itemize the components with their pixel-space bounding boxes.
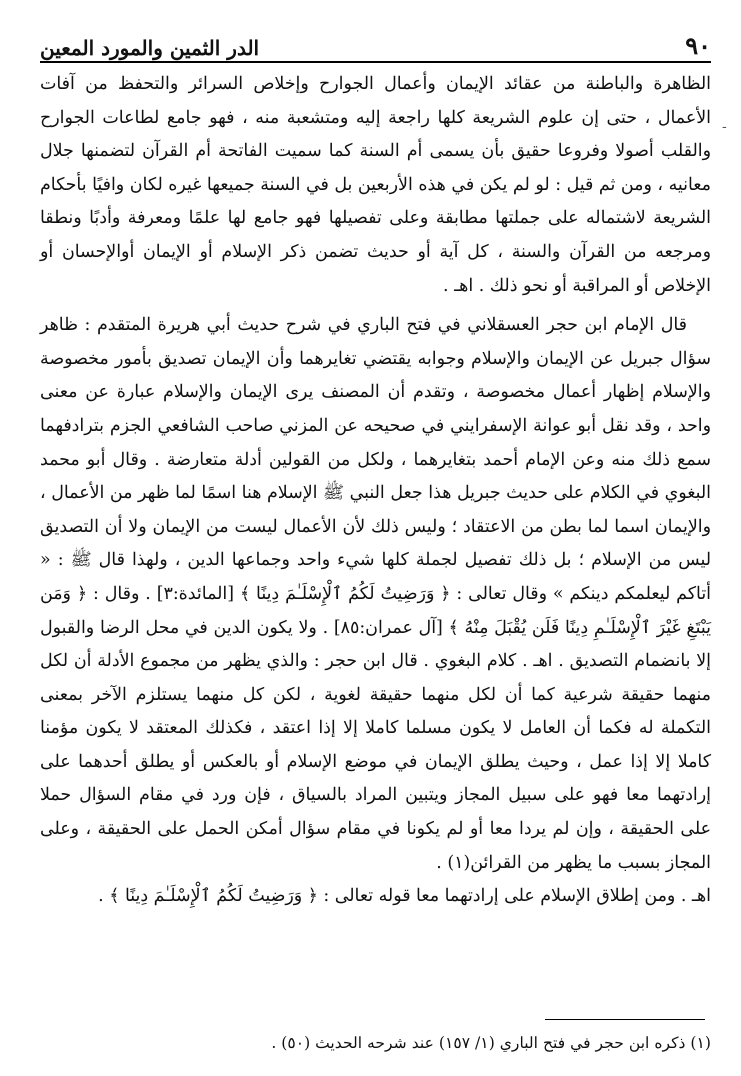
paragraph-ibn-hajar-quote: قال الإمام ابن حجر العسقلاني في فتح الباري في شرح حديث أبي هريرة المتقدم : ظاهر سؤال جبريل عن الإيمان والإسلام وجوابه يقتضي تغايرهما وأن الإيمان تصديق بأمور مخصوصة والإسلام إظهار أعمال مخصوصة ، وتقدم أن المصنف يرى الإيمان والإسلام عبارة عن معنى واحد ، وقد نقل أبو عوانة الإسفرايني في صحيحه عن المزني صاحب الشافعي الجزم بترادفهما سمع ذلك منه وعن الإمام أحمد بتغايرهما ، ولكل من القولين أدلة متعارضة . وقال أبو محمد البغوي في الكلام على حديث جبريل هذا جعل النبي ﷺ الإسلام هنا اسمًا لما ظهر من الأعمال ، والإيمان اسما لما بطن من الاعتقاد ؛ وليس ذلك لأن الأعمال ليست من الإيمان ولا أن التصديق ليس من الإسلام ؛ بل ذلك تفصيل لجملة كلها شيء واحد وجماعها الدين ، ولهذا قال ﷺ : « أتاكم ليعلمكم دينكم » وقال تعالى : ﴿ وَرَضِيتُ لَكُمُ ٱلْإِسْلَـٰمَ دِينًا ﴾ [المائدة:٣] . وقال : ﴿ وَمَن يَبْتَغِ غَيْرَ ٱلْإِسْلَـٰمِ دِينًا فَلَن يُقْبَلَ مِنْهُ ﴾ [آل عمران:٨٥] . ولا يكون الدين في محل الرضا والقبول إلا بانضمام التصديق . اهـ . كلام البغوي . قال ابن حجر : والذي يظهر من مجموع الأدلة أن لكل منهما حقيقة شرعية كما أن لكل منهما حقيقة لغوية ، لكن كل منهما يستلزم الآخر بمعنى التكملة له فكما أن العامل لا يكون مسلما كاملا إلا إذا اعتقد ، فكذلك المعتقد لا يكون مؤمنا كاملا إلا إذا عمل ، وحيث يطلق الإيمان في موضع الإسلام أو بالعكس أو يطلق أحدهما على إرادتهما معا فهو على سبيل المجاز ويتبين المراد بالسياق ، فإن ورد في مقام السؤال حملا على الحقيقة ، وإن لم يردا معا أو لم يكونا في مقام سؤال أمكن الحمل على الحقيقة ، وعلى المجاز بسبب ما يظهر من القرائن(١) . [40,315,712,873]
page-number: ٩٠ [685,31,711,60]
footnote: (١) ذكره ابن حجر في فتح الباري (١/ ١٥٧) عند شرحه الحديث (٥٠) . [271,1034,711,1052]
page-header [40,28,711,63]
paragraph-closing: اهـ . ومن إطلاق الإسلام على إرادتهما معا قوله تعالى : ﴿ وَرَضِيتُ لَكُمُ ٱلْإِسْلَـٰمَ دِينًا ﴾ . [98,886,711,907]
footnote-divider [545,1019,705,1020]
margin-mark: - [722,119,727,135]
body-text [40,68,711,914]
running-title: الدر الثمين والمورد المعين [40,36,260,60]
paragraph-intro: الظاهرة والباطنة من عقائد الإيمان وأعمال الجوارح وإخلاص السرائر والتحفظ من آفات الأعمال ، حتى إن علوم الشريعة كلها راجعة إليه ومتشعبة منه ، فهو جامع لطاعات الجوارح والقلب أصولا وفروعا حقيق بأن يسمى أم السنة كما سميت الفاتحة أم القرآن لتضمنها جلال معانيه ، ومن ثم قيل : لو لم يكن في هذه الأربعين بل في السنة جميعها غيره لكان وافيًا بأحكام الشريعة لاشتماله على جملتها مطابقة وعلى تفصيلها فهو جامع لها علمًا ومعرفة وأدبًا ونطقا ومرجعه من القرآن والسنة ، كل آية أو حديث تضمن ذكر الإسلام أو الإيمان أوالإحسان أو الإخلاص أو المراقبة أو نحو ذلك . اهـ . [40,74,711,296]
